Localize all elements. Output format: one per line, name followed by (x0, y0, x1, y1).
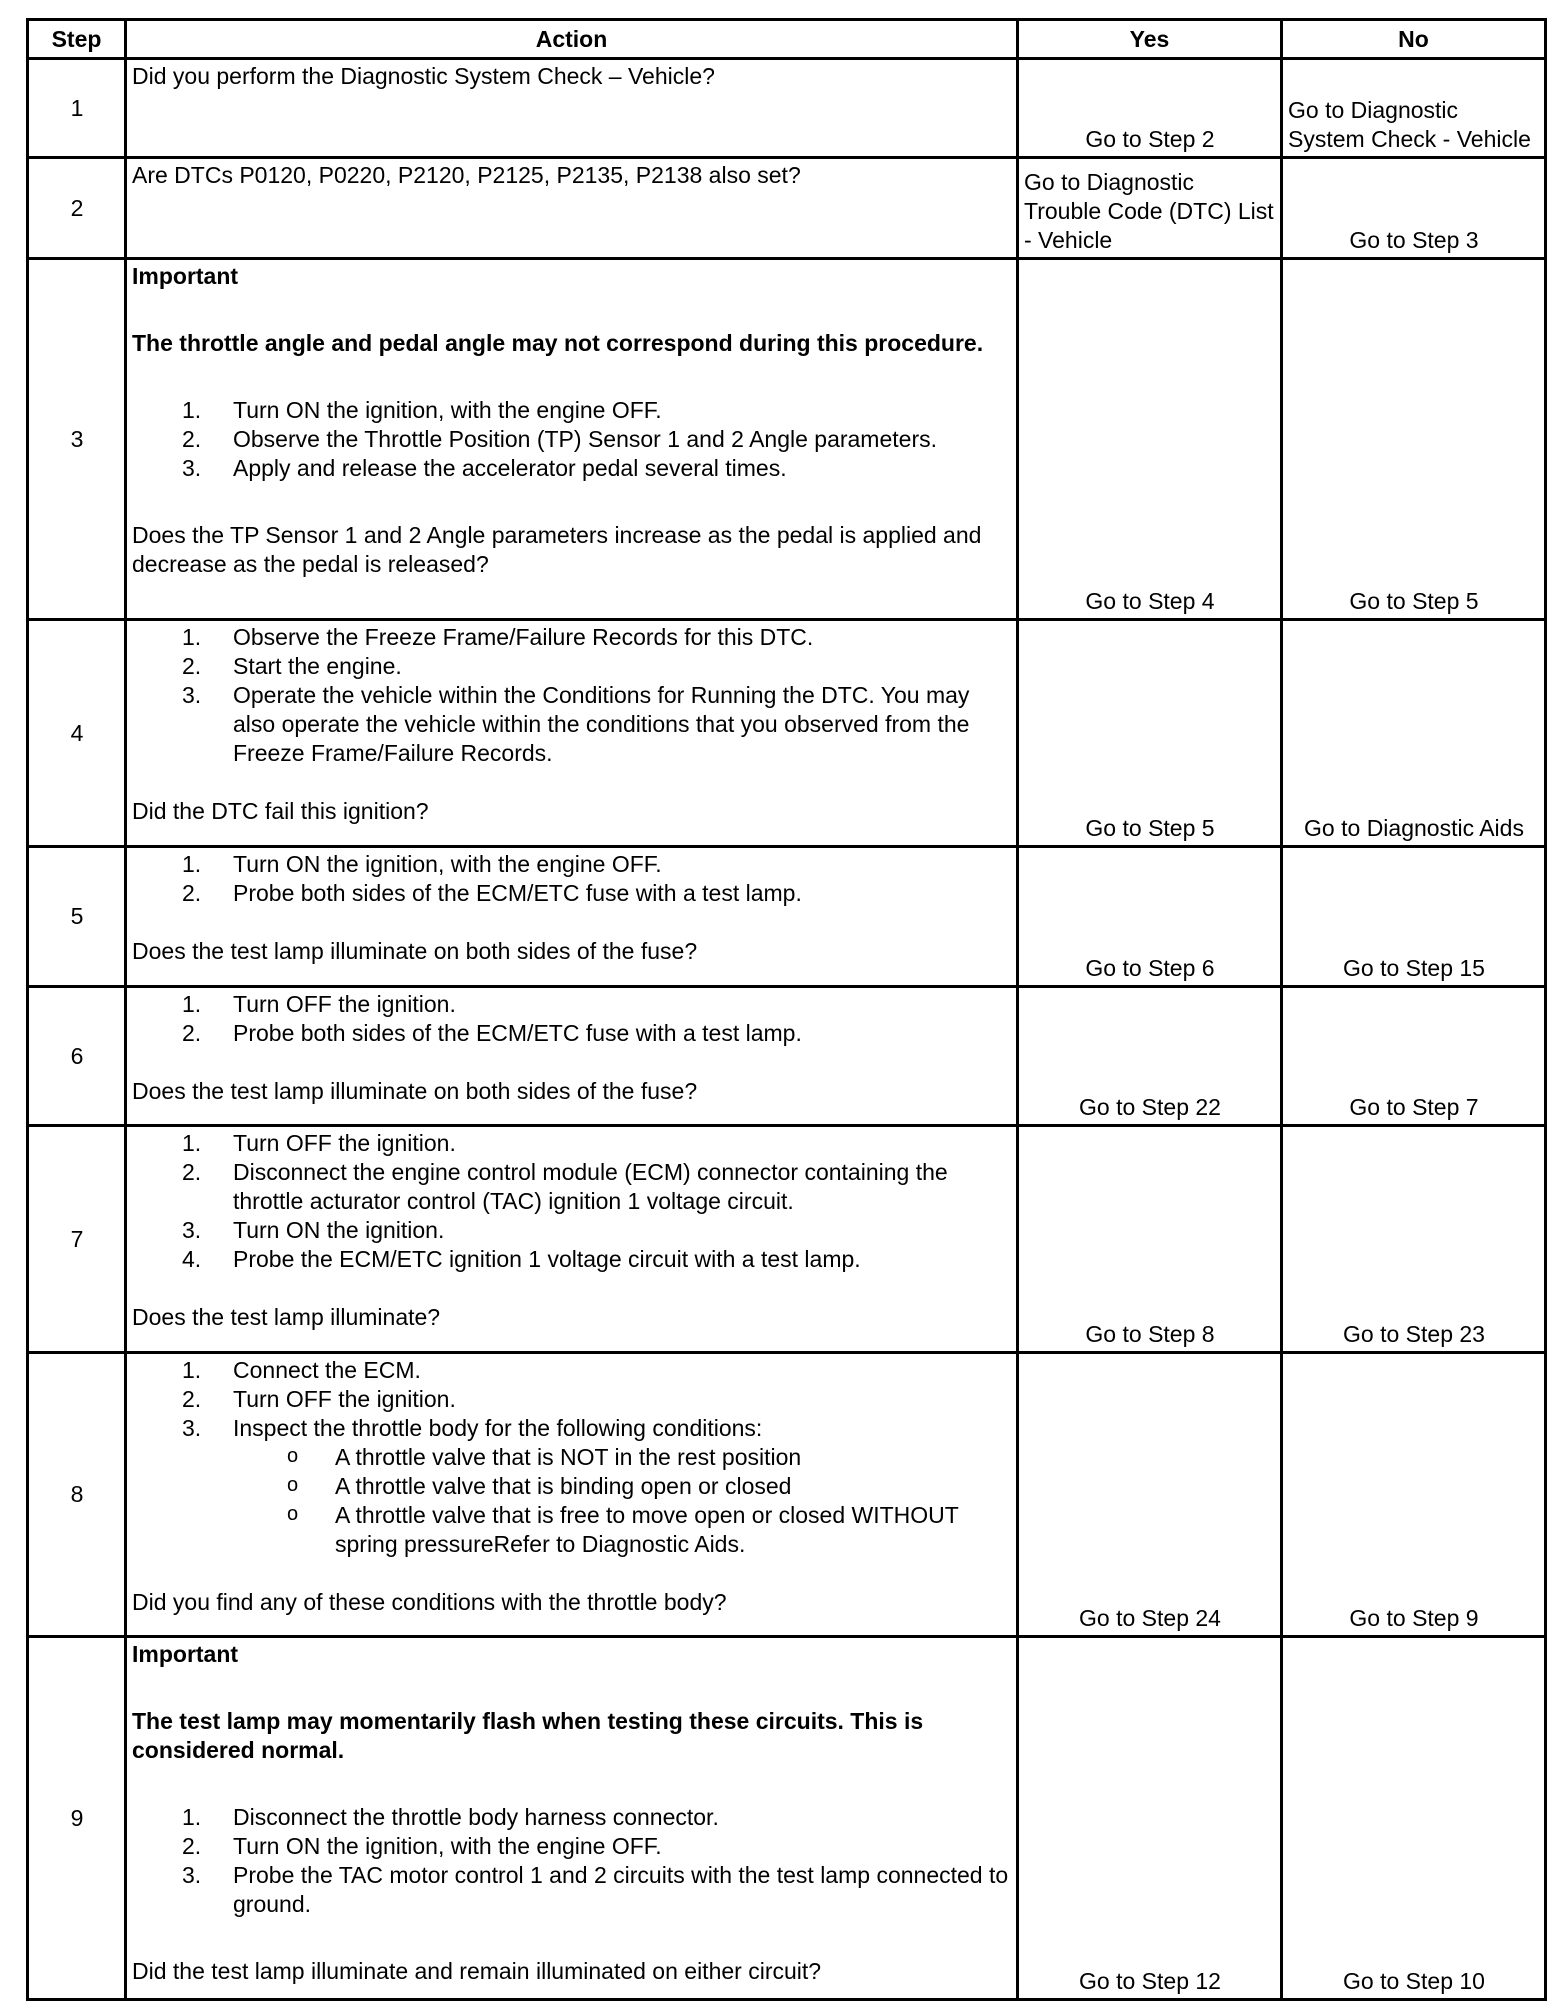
procedure-item: 3. Inspect the throttle body for the following conditions: (182, 1415, 763, 1441)
procedure-list (132, 1356, 1012, 1443)
procedure-item: 2. Turn ON the ignition, with the engine OFF. (182, 1833, 662, 1859)
step-number: 2 (28, 158, 126, 259)
action-question: Are DTCs P0120, P0220, P2120, P2125, P2135, P2138 also set? (132, 162, 801, 188)
important-text: The test lamp may momentarily flash when testing these circuits. This is considered normal. (132, 1708, 924, 1763)
action-cell (126, 59, 1018, 158)
action-cell (126, 987, 1018, 1126)
important-label: Important (132, 1641, 239, 1667)
action-question: Does the test lamp illuminate on both sides of the fuse? (132, 1078, 698, 1104)
action-cell (126, 1126, 1018, 1353)
no-cell[interactable]: Go to Step 9 (1282, 1353, 1546, 1637)
procedure-item: 3. Apply and release the accelerator pedal several times. (182, 455, 787, 481)
step-number: 1 (28, 59, 126, 158)
action-cell (126, 847, 1018, 987)
yes-cell[interactable]: Go to Step 5 (1018, 620, 1282, 847)
step-number: 5 (28, 847, 126, 987)
yes-cell[interactable]: Go to Step 2 (1018, 59, 1282, 158)
step-number: 3 (28, 259, 126, 620)
procedure-list (132, 1129, 1012, 1274)
yes-cell[interactable]: Go to Step 4 (1018, 259, 1282, 620)
no-cell[interactable]: Go to Step 10 (1282, 1637, 1546, 2000)
procedure-item: 2. Probe both sides of the ECM/ETC fuse with a test lamp. (182, 880, 802, 906)
yes-cell[interactable]: Go to Step 8 (1018, 1126, 1282, 1353)
step-number: 7 (28, 1126, 126, 1353)
procedure-list (132, 396, 1012, 483)
table-row (28, 620, 1546, 847)
condition-list (132, 1443, 1012, 1559)
yes-cell[interactable]: Go to Step 22 (1018, 987, 1282, 1126)
procedure-item: 1. Observe the Freeze Frame/Failure Records for this DTC. (182, 624, 814, 650)
action-cell (126, 620, 1018, 847)
table-row (28, 259, 1546, 620)
no-cell[interactable]: Go to Step 23 (1282, 1126, 1546, 1353)
procedure-item: 3. Turn ON the ignition. (182, 1217, 445, 1243)
action-question: Did the DTC fail this ignition? (132, 798, 429, 824)
header-row (28, 20, 1546, 59)
procedure-item: 2. Observe the Throttle Position (TP) Sensor 1 and 2 Angle parameters. (182, 426, 937, 452)
procedure-list (132, 990, 1012, 1048)
step-number: 6 (28, 987, 126, 1126)
no-cell[interactable]: Go to Step 5 (1282, 259, 1546, 620)
yes-cell[interactable]: Go to Step 24 (1018, 1353, 1282, 1637)
no-cell[interactable]: Go to Step 7 (1282, 987, 1546, 1126)
action-question: Does the test lamp illuminate on both sides of the fuse? (132, 938, 698, 964)
important-text: The throttle angle and pedal angle may not correspond during this procedure. (132, 330, 984, 356)
action-question: Does the TP Sensor 1 and 2 Angle parameters increase as the pedal is applied and decrease as the pedal is released? (132, 522, 982, 577)
table-row (28, 1637, 1546, 2000)
condition-item: o A throttle valve that is free to move open or closed WITHOUT spring pressureRefer to Diagnostic Aids. (287, 1502, 959, 1557)
procedure-list (132, 1803, 1012, 1919)
condition-item: o A throttle valve that is binding open or closed (287, 1473, 792, 1499)
condition-item: o A throttle valve that is NOT in the rest position (287, 1444, 802, 1470)
step-number: 9 (28, 1637, 126, 2000)
procedure-item: 3. Operate the vehicle within the Conditions for Running the DTC. You may also operate the vehicle within the conditions that you observed from the Freeze Frame/Failure Records. (182, 682, 970, 766)
important-label: Important (132, 263, 239, 289)
action-question: Does the test lamp illuminate? (132, 1304, 441, 1330)
procedure-item: 3. Probe the TAC motor control 1 and 2 circuits with the test lamp connected to ground. (182, 1862, 1009, 1917)
header-yes: Yes (1018, 20, 1282, 59)
action-question: Did you perform the Diagnostic System Check – Vehicle? (132, 63, 715, 89)
table-row (28, 1126, 1546, 1353)
procedure-item: 2. Start the engine. (182, 653, 402, 679)
table-row (28, 847, 1546, 987)
action-question: Did you find any of these conditions with the throttle body? (132, 1589, 727, 1615)
procedure-item: 1. Turn OFF the ignition. (182, 1130, 456, 1156)
header-step: Step (28, 20, 126, 59)
procedure-list (132, 623, 1012, 768)
table-row (28, 158, 1546, 259)
no-cell[interactable]: Go to Diagnostic Aids (1282, 620, 1546, 847)
procedure-item: 1. Disconnect the throttle body harness connector. (182, 1804, 719, 1830)
action-cell (126, 158, 1018, 259)
procedure-item: 1. Turn ON the ignition, with the engine OFF. (182, 397, 662, 423)
no-cell[interactable]: Go to Step 3 (1282, 158, 1546, 259)
procedure-item: 1. Connect the ECM. (182, 1357, 421, 1383)
diagnostic-table (26, 18, 1547, 2001)
yes-cell[interactable]: Go to Diagnostic Trouble Code (DTC) List - Vehicle (1018, 158, 1282, 259)
no-cell[interactable]: Go to Step 15 (1282, 847, 1546, 987)
header-action: Action (126, 20, 1018, 59)
action-cell (126, 259, 1018, 620)
table-row (28, 59, 1546, 158)
step-number: 8 (28, 1353, 126, 1637)
action-cell (126, 1637, 1018, 2000)
procedure-item: 1. Turn OFF the ignition. (182, 991, 456, 1017)
table-row (28, 987, 1546, 1126)
diagnostic-table-container (26, 18, 1544, 2001)
step-number: 4 (28, 620, 126, 847)
yes-cell[interactable]: Go to Step 6 (1018, 847, 1282, 987)
action-cell (126, 1353, 1018, 1637)
procedure-item: 2. Disconnect the engine control module (ECM) connector containing the throttle acturator control (TAC) ignition 1 voltage circuit. (182, 1159, 948, 1214)
header-no: No (1282, 20, 1546, 59)
action-question: Did the test lamp illuminate and remain illuminated on either circuit? (132, 1958, 822, 1984)
procedure-item: 2. Probe both sides of the ECM/ETC fuse with a test lamp. (182, 1020, 802, 1046)
procedure-item: 1. Turn ON the ignition, with the engine OFF. (182, 851, 662, 877)
no-cell[interactable]: Go to Diagnostic System Check - Vehicle (1282, 59, 1546, 158)
procedure-list (132, 850, 1012, 908)
procedure-item: 4. Probe the ECM/ETC ignition 1 voltage circuit with a test lamp. (182, 1246, 861, 1272)
procedure-item: 2. Turn OFF the ignition. (182, 1386, 456, 1412)
table-row (28, 1353, 1546, 1637)
yes-cell[interactable]: Go to Step 12 (1018, 1637, 1282, 2000)
